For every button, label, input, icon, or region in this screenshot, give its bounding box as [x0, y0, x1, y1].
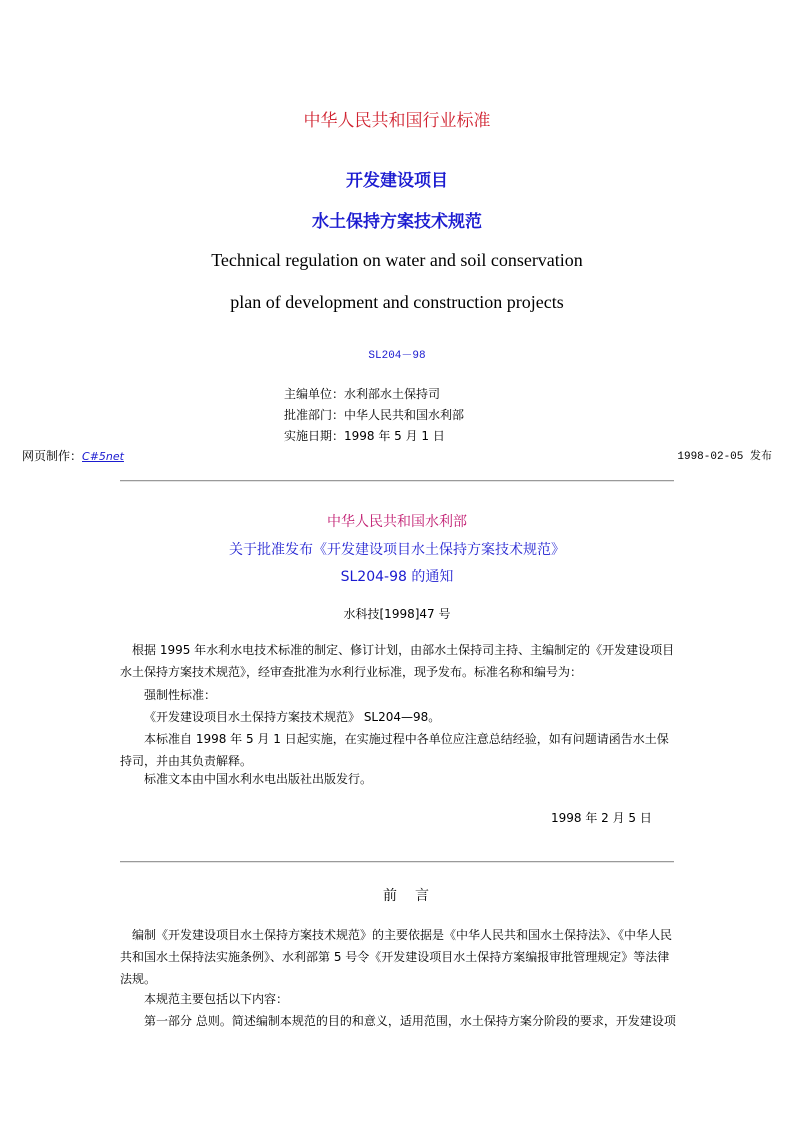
document-title-line2: 水土保持方案技术规范 [312, 212, 482, 232]
notice-paragraph: 标准文本由中国水利水电出版社出版发行。 [144, 772, 373, 786]
effective-date: 实施日期：1998 年 5 月 1 日 [284, 429, 445, 443]
preface-paragraph: 本规范主要包括以下内容： [144, 992, 289, 1006]
approving-department: 批准部门：中华人民共和国水利部 [284, 408, 465, 422]
national-standard-label: 中华人民共和国行业标准 [303, 111, 491, 131]
notice-doc-number: 水科技[1998]47 号 [343, 607, 451, 621]
notice-paragraph: 根据 1995 年水利水电技术标准的制定、修订计划，由部水土保持司主持、主编制定的《开发建设项目水土保持方案技术规范》，经审查批准为水利行业标准，现予发布。标准名称和编号为： [120, 643, 675, 679]
author-link[interactable]: C#5net [82, 450, 124, 463]
editor-unit: 主编单位：水利部水土保持司 [284, 387, 441, 401]
notice-paragraph: 《开发建设项目水土保持方案技术规范》 SL204—98。 [144, 710, 441, 724]
english-title-line2: plan of development and construction projects [230, 292, 564, 312]
notice-org: 中华人民共和国水利部 [327, 514, 467, 530]
preface-paragraph: 编制《开发建设项目水土保持方案技术规范》的主要依据是《中华人民共和国水土保持法》、《中华人民共和国水土保持法实施条例》、水利部第 5 号令《开发建设项目水土保持方案编报审批管理规定》等法律法规。 [120, 928, 673, 986]
preface-heading: 前言 [383, 888, 447, 904]
notice-paragraph: 强制性标准： [144, 688, 217, 702]
publish-date: 1998-02-05 发布 [677, 451, 772, 463]
notice-paragraph: 本标准自 1998 年 5 月 1 日起实施，在实施过程中各单位应注意总结经验，如有问题请函告水土保持司，并由其负责解释。 [120, 732, 669, 768]
english-title-line1: Technical regulation on water and soil conservation [211, 250, 583, 270]
notice-title-line2: SL204-98 的通知 [340, 569, 454, 585]
web-credit-label: 网页制作： [22, 449, 83, 463]
web-credit [22, 447, 124, 464]
preface-paragraph: 第一部分 总则。简述编制本规范的目的和意义，适用范围，水土保持方案分阶段的要求，开发建设项 [144, 1014, 676, 1028]
standard-code: SL204－98 [368, 350, 426, 362]
document-title-line1: 开发建设项目 [346, 171, 448, 191]
divider [120, 480, 674, 482]
notice-date: 1998 年 2 月 5 日 [551, 811, 652, 825]
notice-title-line1: 关于批准发布《开发建设项目水土保持方案技术规范》 [229, 542, 565, 558]
divider [120, 861, 674, 863]
